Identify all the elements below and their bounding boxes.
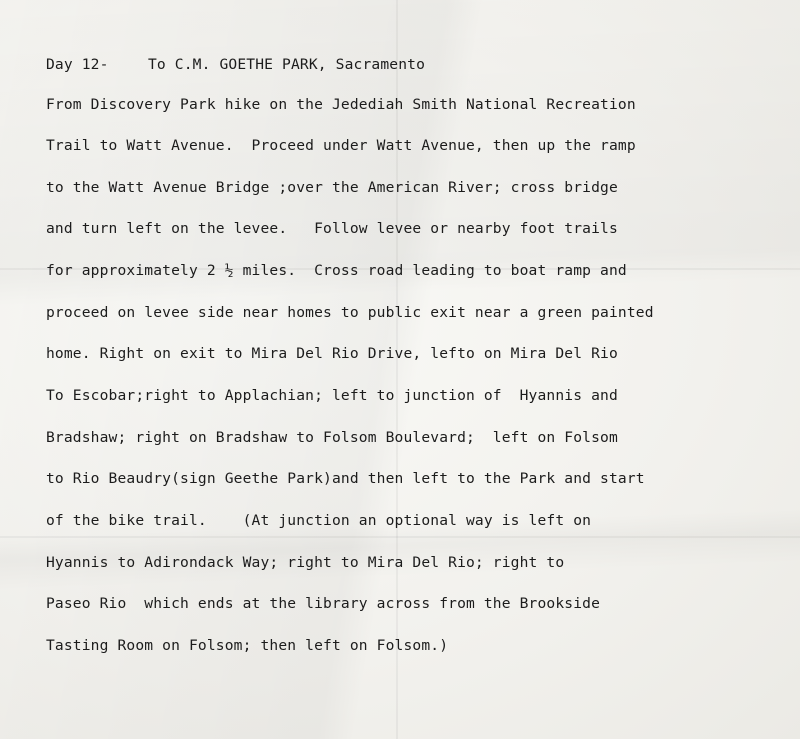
day-label: Day 12- [46, 56, 109, 73]
body-line: proceed on levee side near homes to public exit near a green painted [46, 304, 654, 321]
body-line: Bradshaw; right on Bradshaw to Folsom Boulevard; left on Folsom [46, 429, 618, 446]
paper-crease [0, 536, 800, 538]
body-line: of the bike trail. (At junction an optional way is left on [46, 512, 592, 529]
body-line: and turn left on the levee. Follow levee or nearby foot trails [46, 220, 618, 237]
body-line: Paseo Rio which ends at the library across from the Brookside [46, 595, 601, 612]
body-line: to Rio Beaudry(sign Geethe Park)and then left to the Park and start [46, 470, 645, 487]
body-line: Hyannis to Adirondack Way; right to Mira Del Rio; right to [46, 554, 565, 571]
body-line: to the Watt Avenue Bridge ;over the American River; cross bridge [46, 179, 618, 196]
body-line: Tasting Room on Folsom; then left on Folsom.) [46, 637, 449, 654]
body-line: for approximately 2 ½ miles. Cross road leading to boat ramp and [46, 262, 627, 279]
body-line: To Escobar;right to Applachian; left to junction of Hyannis and [46, 387, 618, 404]
body-line: From Discovery Park hike on the Jedediah Smith National Recreation [46, 96, 636, 113]
destination-title: To C.M. GOETHE PARK, Sacramento [148, 56, 426, 73]
body-line: home. Right on exit to Mira Del Rio Drive, lefto on Mira Del Rio [46, 345, 618, 362]
body-line: Trail to Watt Avenue. Proceed under Watt Avenue, then up the ramp [46, 137, 636, 154]
